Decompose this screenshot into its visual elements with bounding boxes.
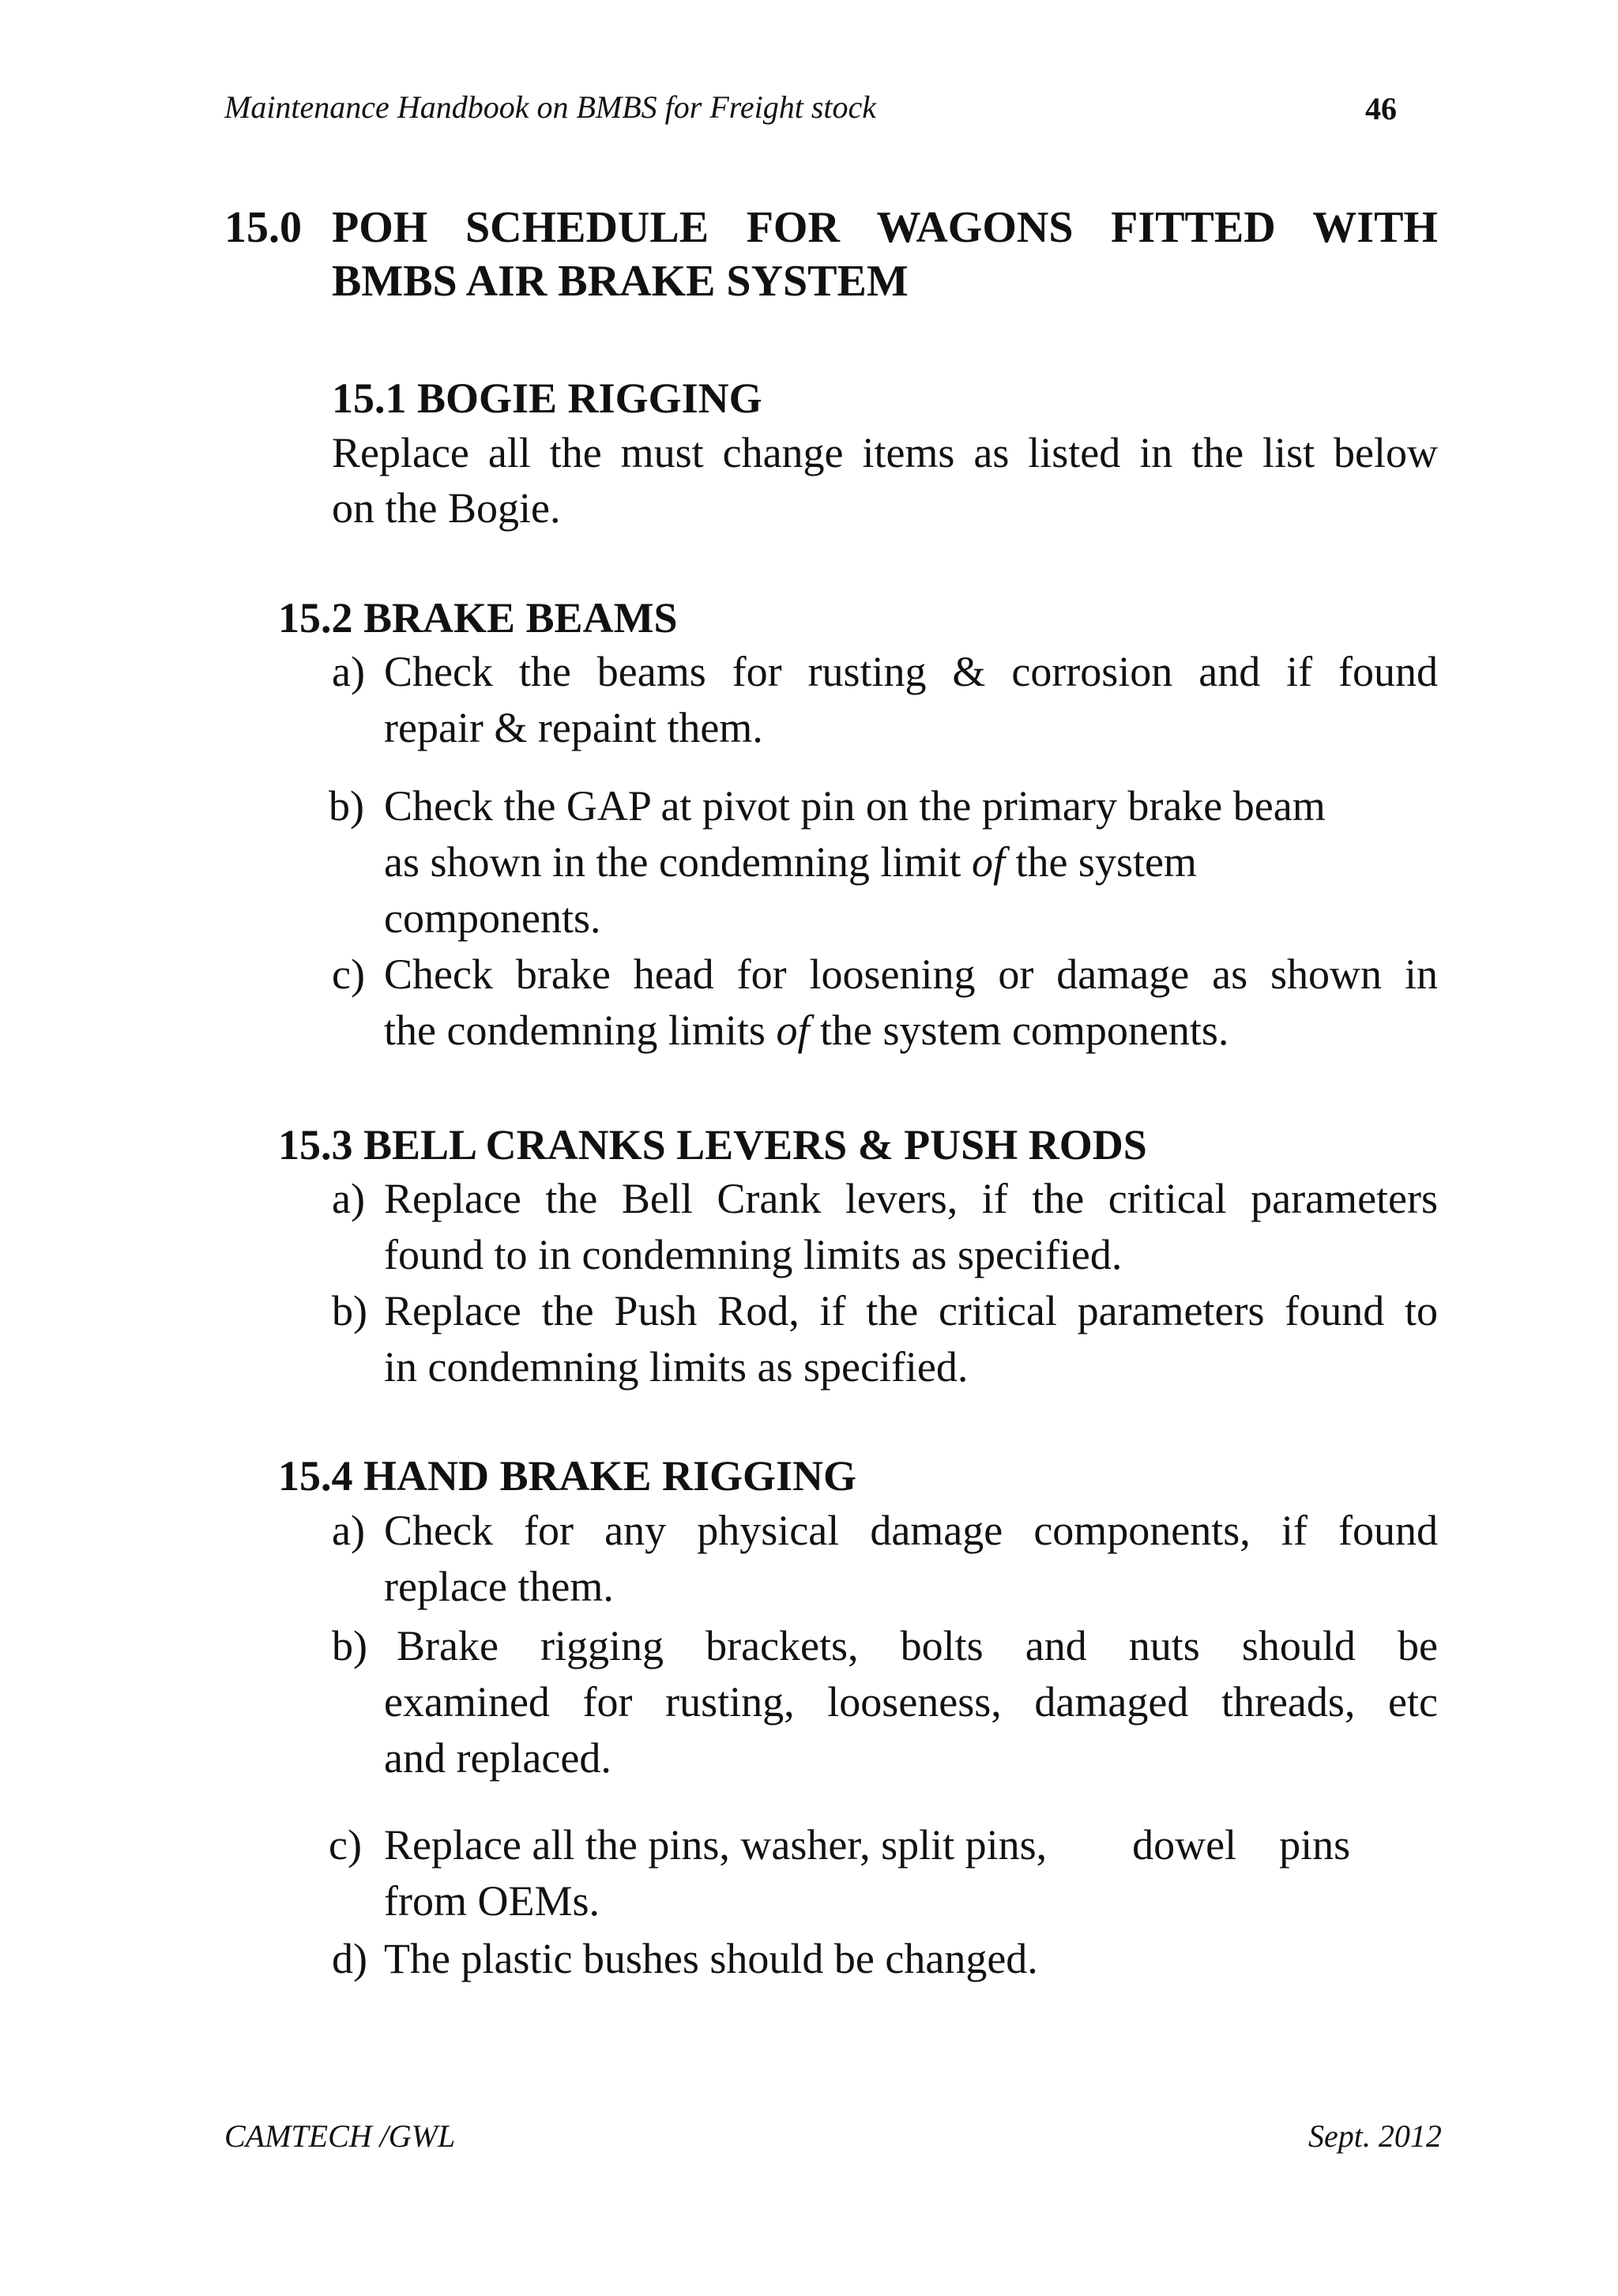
item-line-text: the system components. bbox=[809, 1007, 1229, 1054]
list-item bbox=[332, 1171, 1438, 1283]
item-line: Brake rigging brackets, bolts and nuts should be bbox=[397, 1622, 1438, 1669]
item-line: replace them. bbox=[384, 1563, 614, 1610]
item-marker: a) bbox=[332, 1175, 365, 1222]
footer-date: Sept. 2012 bbox=[1308, 2118, 1442, 2154]
section-15-2-item-c bbox=[332, 947, 1438, 1059]
section-15-4-item-b bbox=[332, 1618, 1438, 1786]
section-15-4-item-a bbox=[332, 1503, 1438, 1615]
item-marker: c) bbox=[332, 950, 365, 998]
running-header-title: Maintenance Handbook on BMBS for Freight stock bbox=[224, 89, 876, 125]
italic-word: of bbox=[971, 838, 1005, 886]
item-marker: b) bbox=[332, 1287, 367, 1334]
item-line: Replace the Push Rod, if the critical parameters found to bbox=[384, 1287, 1438, 1334]
chapter-heading bbox=[224, 201, 1438, 308]
item-line bbox=[384, 1003, 1438, 1059]
section-15-4-item-d bbox=[332, 1931, 1438, 1987]
chapter-number: 15.0 bbox=[224, 203, 302, 252]
list-item bbox=[332, 644, 1438, 756]
section-15-3-item-b bbox=[332, 1283, 1438, 1395]
section-15-2-item-a bbox=[332, 644, 1438, 756]
list-item bbox=[332, 947, 1438, 1059]
item-line: Replace the Bell Crank levers, if the critical parameters bbox=[384, 1175, 1438, 1222]
chapter-title-line-1: POH SCHEDULE FOR WAGONS FITTED WITH bbox=[332, 203, 1438, 252]
list-item bbox=[329, 778, 1438, 947]
page-number: 46 bbox=[1365, 91, 1397, 126]
footer-publisher: CAMTECH /GWL bbox=[224, 2118, 456, 2154]
item-line: Check the GAP at pivot pin on the primary brake beam bbox=[384, 782, 1326, 830]
section-heading-15-3: 15.3 BELL CRANKS LEVERS & PUSH RODS bbox=[278, 1121, 1147, 1169]
section-15-1 bbox=[332, 371, 1438, 536]
item-line-text: as shown in the condemning limit bbox=[384, 838, 972, 886]
chapter-title-line-2: BMBS AIR BRAKE SYSTEM bbox=[332, 257, 909, 306]
item-line: components. bbox=[384, 894, 601, 942]
item-marker: c) bbox=[329, 1821, 362, 1869]
item-line: examined for rusting, looseness, damaged threads, etc bbox=[384, 1678, 1438, 1726]
list-item bbox=[332, 1931, 1438, 1987]
item-line: Check brake head for loosening or damage as shown in bbox=[384, 950, 1438, 998]
item-line: Check the beams for rusting & corrosion and if found bbox=[384, 648, 1438, 695]
item-line-text: the system bbox=[1004, 838, 1197, 886]
item-marker: d) bbox=[332, 1935, 367, 1982]
paragraph-line: Replace all the must change items as listed in the list below bbox=[332, 429, 1438, 476]
section-15-4 bbox=[278, 1449, 1438, 1503]
section-15-1-paragraph bbox=[332, 425, 1438, 536]
list-item bbox=[332, 1283, 1438, 1395]
list-item bbox=[332, 1618, 1438, 1786]
item-line: in condemning limits as specified. bbox=[384, 1343, 969, 1391]
item-line: Check for any physical damage components, if found bbox=[384, 1507, 1438, 1554]
item-line bbox=[384, 834, 1438, 890]
item-marker: b) bbox=[332, 1622, 367, 1669]
item-line: and replaced. bbox=[384, 1734, 611, 1782]
section-heading-15-4: 15.4 HAND BRAKE RIGGING bbox=[278, 1452, 857, 1500]
paragraph-line: on the Bogie. bbox=[332, 484, 561, 532]
section-heading-15-1: 15.1 BOGIE RIGGING bbox=[332, 375, 762, 422]
section-15-2-item-b bbox=[329, 778, 1438, 947]
list-item bbox=[329, 1817, 1438, 1929]
item-line: The plastic bushes should be changed. bbox=[384, 1935, 1038, 1982]
chapter-title bbox=[332, 201, 1438, 308]
list-item bbox=[332, 1503, 1438, 1615]
section-heading-15-2: 15.2 BRAKE BEAMS bbox=[278, 594, 678, 642]
item-line: repair & repaint them. bbox=[384, 704, 763, 751]
item-line: found to in condemning limits as specified. bbox=[384, 1231, 1123, 1278]
section-15-2 bbox=[278, 591, 1438, 645]
item-line-text: the condemning limits bbox=[384, 1007, 777, 1054]
section-15-3-item-a bbox=[332, 1171, 1438, 1283]
item-line: Replace all the pins, washer, split pins, dowel pins bbox=[384, 1821, 1351, 1869]
item-marker: a) bbox=[332, 1507, 365, 1554]
item-line: from OEMs. bbox=[384, 1877, 600, 1925]
section-15-4-item-c bbox=[329, 1817, 1438, 1929]
section-15-3 bbox=[278, 1118, 1438, 1172]
item-marker: a) bbox=[332, 648, 365, 695]
italic-word: of bbox=[776, 1007, 810, 1054]
item-marker: b) bbox=[329, 782, 364, 830]
